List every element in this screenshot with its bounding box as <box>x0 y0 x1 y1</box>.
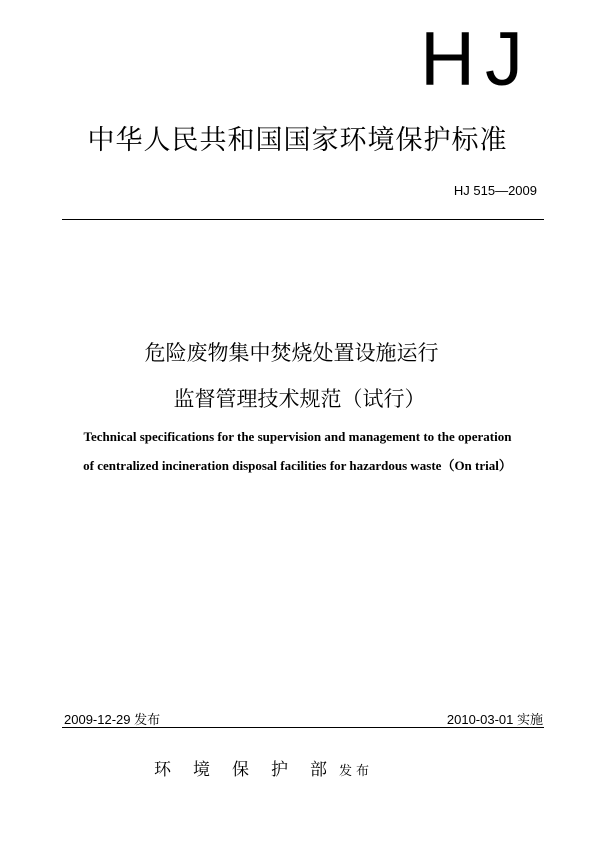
hj-logo: HJ <box>420 17 533 102</box>
implementation-date: 2010-03-01 实施 <box>446 712 543 727</box>
chinese-title-line-2: 监督管理技术规范（试行） <box>173 387 426 411</box>
issue-date: 2009-12-29 发布 <box>64 712 161 727</box>
standard-number: HJ 515—2009 <box>453 183 537 198</box>
publish-verb: 发布 <box>339 764 374 779</box>
english-title-line-2: of centralized incineration disposal facilities for hazardous waste（On trial） <box>83 458 512 473</box>
header-divider <box>62 219 544 220</box>
publisher-line <box>154 755 454 780</box>
chinese-title-line-1: 危险废物集中焚烧处置设施运行 <box>144 341 439 365</box>
publisher-name: 环境保护部 <box>154 760 349 780</box>
english-title-line-1: Technical specifications for the supervision and management to the operation <box>83 429 512 444</box>
organization-title: 中华人民共和国国家环境保护标准 <box>87 125 508 156</box>
footer-divider <box>62 727 544 728</box>
